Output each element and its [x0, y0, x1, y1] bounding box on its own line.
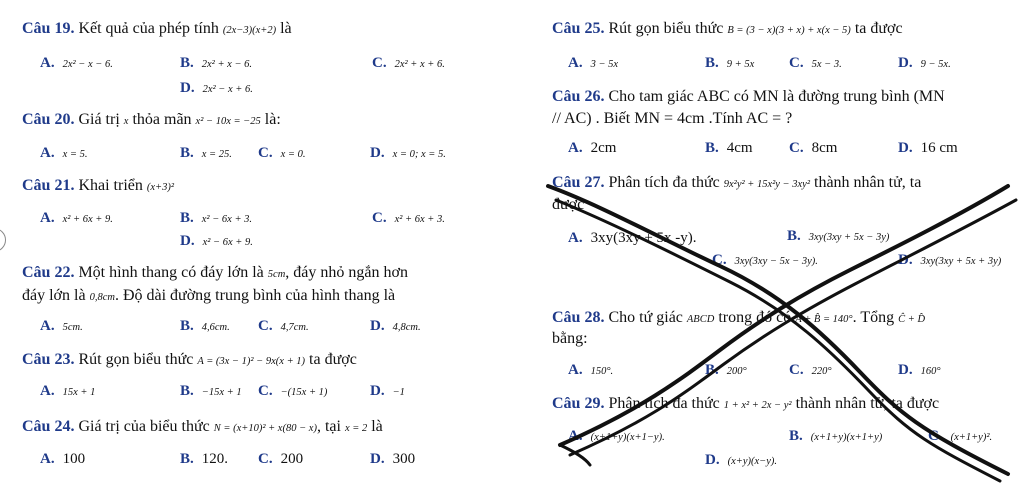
option-value: 3xy(3xy − 5x − 3y).	[734, 256, 818, 267]
option-value: 120.	[201, 451, 229, 467]
math-expression: A = (3x − 1)² − 9x(x + 1)	[197, 356, 306, 367]
option-letter: B.	[180, 55, 194, 71]
question-28-line-2	[552, 330, 588, 348]
question-label: Câu 20.	[22, 111, 75, 128]
option-letter: C.	[258, 318, 273, 334]
option-value: −(15x + 1)	[280, 387, 328, 398]
option-d	[705, 452, 777, 469]
math-expression: (x+3)²	[146, 182, 175, 193]
option-value: 3xy(3xy + 5x + 3y)	[920, 256, 1002, 267]
option-letter: D.	[370, 383, 385, 399]
option-value: 160°	[920, 366, 941, 377]
question-text: Cho tứ giác	[608, 309, 683, 326]
option-d	[370, 451, 415, 468]
question-20	[22, 111, 281, 129]
option-value: 3 − 5x	[590, 59, 619, 70]
question-label: Câu 22.	[22, 264, 75, 281]
math-expression: 9x²y² + 15x²y − 3xy²	[723, 179, 810, 190]
option-value: 200	[280, 451, 304, 467]
option-value: 4,7cm.	[280, 322, 309, 333]
option-letter: C.	[372, 55, 387, 71]
option-c	[258, 145, 305, 162]
question-22	[22, 264, 408, 282]
question-label: Câu 29.	[552, 395, 605, 412]
option-letter: D.	[370, 318, 385, 334]
question-24	[22, 418, 383, 436]
option-value: 300	[392, 451, 416, 467]
question-label: Câu 19.	[22, 20, 75, 37]
option-value: 15x + 1	[62, 387, 96, 398]
option-letter: B.	[180, 210, 194, 226]
question-text: Phân tích đa thức	[608, 174, 720, 191]
option-value: 4,8cm.	[392, 322, 421, 333]
option-b	[705, 140, 753, 157]
math-expression: N = (x+10)² + x(80 − x)	[213, 423, 317, 434]
option-value: 9 − 5x.	[920, 59, 951, 70]
option-value: x = 25.	[201, 149, 232, 160]
edge-circle-mark	[0, 228, 6, 252]
option-value: 3xy(3xy + 5x -y).	[590, 230, 697, 246]
option-value: x = 0; x = 5.	[392, 149, 446, 160]
question-26-line-2	[552, 110, 792, 128]
option-a	[40, 383, 95, 400]
option-letter: C.	[258, 145, 273, 161]
option-b	[705, 55, 754, 72]
option-value: 150°.	[590, 366, 614, 377]
option-letter: D.	[180, 80, 195, 96]
option-letter: A.	[40, 383, 55, 399]
option-d	[370, 145, 446, 162]
option-value: (x+1+y)².	[950, 432, 993, 443]
option-value: 16 cm	[920, 140, 958, 156]
math-expression-2: x = 2	[344, 423, 368, 434]
option-letter: A.	[568, 362, 583, 378]
option-value: 4cm	[726, 140, 753, 156]
question-tail: là:	[264, 111, 281, 128]
question-text: Khai triển	[78, 177, 143, 194]
option-letter: D.	[898, 362, 913, 378]
question-label: Câu 26.	[552, 88, 605, 105]
option-d	[370, 383, 405, 400]
option-value: −1	[392, 387, 405, 398]
option-c	[372, 55, 445, 72]
question-27	[552, 174, 921, 192]
question-text: Cho tam giác ABC có MN là đường trung bình (MN	[608, 88, 945, 105]
option-value: x = 5.	[62, 149, 88, 160]
option-letter: B.	[180, 383, 194, 399]
option-letter: A.	[40, 318, 55, 334]
question-tail: thành nhân tử, ta	[814, 174, 922, 191]
question-text-3: đáy lớn là	[22, 287, 86, 304]
option-a	[568, 55, 618, 72]
question-25	[552, 20, 903, 38]
option-letter: D.	[180, 233, 195, 249]
option-letter: B.	[705, 362, 719, 378]
question-label: Câu 28.	[552, 309, 605, 326]
option-letter: B.	[180, 451, 194, 467]
option-b	[180, 451, 228, 468]
question-text-2: // AC) . Biết MN = 4cm .Tính AC = ?	[552, 110, 793, 127]
question-label: Câu 24.	[22, 418, 75, 435]
option-letter: C.	[712, 252, 727, 268]
option-b	[180, 383, 242, 400]
option-value: 8cm	[811, 140, 838, 156]
option-b	[180, 55, 252, 72]
option-value: 2x² + x + 6.	[394, 59, 445, 70]
math-expression: B = (3 − x)(3 + x) + x(x − 5)	[727, 25, 851, 36]
option-letter: D.	[898, 252, 913, 268]
option-letter: D.	[370, 451, 385, 467]
question-mid: , tại	[316, 418, 341, 435]
option-value: x = 0.	[280, 149, 306, 160]
option-d	[180, 80, 253, 97]
option-d	[898, 362, 941, 379]
option-b	[705, 362, 747, 379]
option-value: x² + 6x + 9.	[62, 214, 113, 225]
option-c	[928, 428, 992, 445]
option-letter: C.	[789, 362, 804, 378]
option-a	[40, 451, 85, 468]
question-text: Một hình thang có đáy lớn là	[78, 264, 264, 281]
option-letter: A.	[568, 230, 583, 246]
option-b	[180, 145, 232, 162]
option-letter: C.	[258, 451, 273, 467]
option-value: 220°	[811, 366, 832, 377]
question-28	[552, 309, 925, 327]
option-d	[898, 140, 958, 157]
question-tail: là	[371, 418, 383, 435]
math-variable: x	[123, 116, 129, 127]
option-a	[568, 362, 613, 379]
question-tail: ta được	[854, 20, 903, 37]
option-b	[787, 228, 889, 245]
option-letter: A.	[40, 55, 55, 71]
option-value: 2x² + x − 6.	[201, 59, 253, 70]
option-letter: B.	[705, 55, 719, 71]
question-tail: thành nhân tử, ta được	[795, 395, 940, 412]
option-value: (x+y)(x−y).	[727, 456, 778, 467]
question-text-2: được	[552, 196, 585, 213]
question-mid: trong đó có	[718, 309, 792, 326]
option-value: 4,6cm.	[201, 322, 230, 333]
question-text: Rút gọn biểu thức	[608, 20, 724, 37]
option-value: 3xy(3xy + 5x − 3y)	[808, 232, 890, 243]
option-letter: D.	[898, 140, 913, 156]
option-d	[180, 233, 253, 250]
question-21	[22, 177, 174, 195]
option-value: 100	[62, 451, 86, 467]
option-c	[258, 451, 303, 468]
question-text: Kết quả của phép tính	[78, 20, 219, 37]
math-expression: (2x−3)(x+2)	[222, 25, 277, 36]
question-label: Câu 23.	[22, 351, 75, 368]
math-expression: 1 + x² + 2x − y²	[723, 400, 792, 411]
option-c	[789, 140, 837, 157]
question-23	[22, 351, 357, 369]
math-value: 5cm	[267, 269, 286, 280]
option-d	[898, 55, 951, 72]
question-text-4: . Độ dài đường trung bình của hình thang là	[114, 287, 396, 304]
option-value: x² − 6x + 9.	[202, 237, 253, 248]
option-d	[898, 252, 1001, 269]
option-value: 9 + 5x	[726, 59, 755, 70]
option-letter: B.	[787, 228, 801, 244]
option-d	[370, 318, 421, 335]
option-letter: A.	[40, 451, 55, 467]
option-b	[789, 428, 882, 445]
option-letter: B.	[180, 318, 194, 334]
option-letter: A.	[568, 140, 583, 156]
option-a	[40, 210, 113, 227]
option-letter: B.	[180, 145, 194, 161]
option-letter: D.	[370, 145, 385, 161]
option-c	[372, 210, 445, 227]
question-tail: . Tổng	[852, 309, 895, 326]
question-text-2: , đáy nhỏ ngắn hơn	[285, 264, 408, 281]
option-value: (x+1+y)(x+1−y).	[590, 432, 665, 443]
option-c	[789, 55, 842, 72]
option-letter: A.	[568, 55, 583, 71]
math-expression: x² − 10x = −25	[195, 116, 261, 127]
option-value: (x+1+y)(x+1+y)	[810, 432, 883, 443]
option-c	[258, 318, 309, 335]
question-27-line-2	[552, 196, 584, 214]
option-c	[258, 383, 327, 400]
question-text: Giá trị của biểu thức	[78, 418, 210, 435]
option-letter: C.	[789, 55, 804, 71]
question-label: Câu 21.	[22, 177, 75, 194]
option-c	[712, 252, 818, 269]
option-letter: B.	[705, 140, 719, 156]
option-letter: A.	[40, 145, 55, 161]
option-letter: C.	[258, 383, 273, 399]
question-19	[22, 20, 292, 38]
question-text-2: thỏa mãn	[132, 111, 192, 128]
option-value: x² − 6x + 3.	[201, 214, 253, 225]
scribble-stroke-5	[560, 445, 590, 465]
option-a	[568, 428, 665, 445]
option-letter: C.	[928, 428, 943, 444]
option-value: 2cm	[590, 140, 617, 156]
option-value: 2x² − x + 6.	[202, 84, 253, 95]
option-a	[568, 230, 697, 247]
option-letter: B.	[789, 428, 803, 444]
option-c	[789, 362, 832, 379]
question-29	[552, 395, 939, 413]
option-letter: D.	[705, 452, 720, 468]
question-text: Giá trị	[78, 111, 120, 128]
math-expression: ABCD	[686, 314, 715, 325]
question-label: Câu 27.	[552, 174, 605, 191]
option-value: 5cm.	[62, 322, 83, 333]
question-22-line-2	[22, 287, 395, 305]
math-expression-3: Ĉ + D̂	[898, 314, 926, 325]
option-value: 2x² − x − 6.	[62, 59, 113, 70]
option-value: 5x − 3.	[811, 59, 842, 70]
option-value: x² + 6x + 3.	[394, 214, 445, 225]
question-text: Rút gọn biểu thức	[78, 351, 194, 368]
option-b	[180, 210, 252, 227]
option-b	[180, 318, 230, 335]
option-letter: C.	[372, 210, 387, 226]
question-tail: là	[280, 20, 292, 37]
question-26	[552, 88, 945, 106]
option-a	[40, 145, 87, 162]
question-label: Câu 25.	[552, 20, 605, 37]
option-letter: A.	[40, 210, 55, 226]
math-value: 0,8cm	[89, 292, 115, 303]
option-value: 200°	[726, 366, 747, 377]
math-expression-2: Â + B̂ = 140°	[795, 314, 853, 325]
option-a	[568, 140, 616, 157]
option-letter: D.	[898, 55, 913, 71]
question-text-2: bằng:	[552, 330, 588, 347]
option-letter: A.	[568, 428, 583, 444]
question-text: Phân tích đa thức	[608, 395, 720, 412]
option-a	[40, 55, 113, 72]
option-a	[40, 318, 83, 335]
option-letter: C.	[789, 140, 804, 156]
question-tail: ta được	[309, 351, 357, 368]
option-value: −15x + 1	[201, 387, 242, 398]
